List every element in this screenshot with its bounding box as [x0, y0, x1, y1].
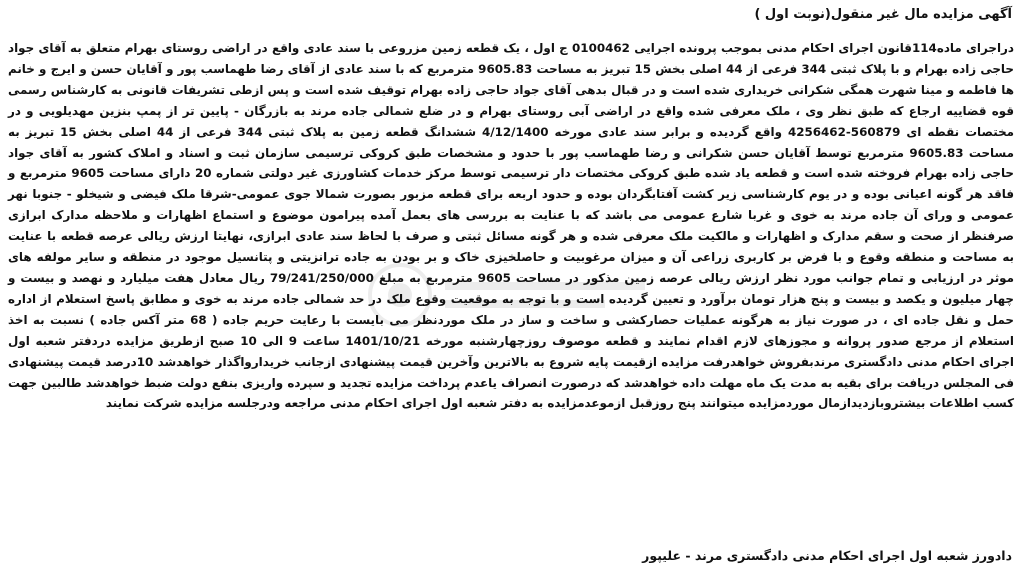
auction-notice — [8, 4, 1016, 569]
notice-body: دراجرای ماده114قانون اجرای احکام مدنی بموجب پرونده اجرایی 0100462 ج اول ، یک قطعه زمین مزروعی با سند عادی واقع در اراضی روستای بهرام متعلق به آقای جواد حاجی زاده بهرام و با پلاک ثبتی 344 فرعی از 44 اصلی بخش 15 تبریز به مساحت 9605.83 مترمربع که با سند عادی از آقای رضا طهماسب پور و آقایان حسن و ایرج و خانم ها فاطمه و مینا شهرت همگی شکرانی خریداری شده است و در قبال بدهی آقای جواد حاجی زاده بهرام توقیف شده است و پس ازطی تشریفات قانونی به کارشناس رسمی قوه قضاییه ارجاع که طبق نظر وی ، ملک معرفی شده واقع در اراضی آبی روستای بهرام و در ضلع شمالی جاده مرند به بازرگان - پایین تر از پمپ بنزین مهدیلویی و در مختصات نقطه ای 560879-4256462 واقع گردیده و برابر سند عادی مورخه 4/12/1400 ششدانگ قطعه زمین به پلاک ثبتی 344 فرعی از 44 اصلی بخش 15 تبریز به مساحت 9605.83 مترمربع توسط آقایان حسن شکرانی و رضا طهماسب پور با حدود و مشخصات طبق کروکی ترسیمی سازمان ثبت و اسناد و املاک کشور به آقای جواد حاجی زاده بهرام فروخته شده است و قطعه یاد شده طبق کروکی مختصات دار ترسیمی توسط مرکز خدمات کشاورزی غیر دولتی شماره 20 دارای مساحت 9605 مترمربع و فاقد هر گونه اعیانی بوده و در یوم کارشناسی زیر کشت آفتابگردان بوده و حدود اربعه برای قطعه مزبور بصورت شمالا جوی عمومی-شرقا ملک فیضی و شیخلو - جنوبا نهر عمومی و ورای آن جاده مرند به خوی و غربا شارع عمومی می باشد که با عنایت به بررسی های بعمل آمده پیرامون موضوع و استماع اظهارات و ملاحظه مدارک ابرازی صرفنظر از صحت و سقم مدارک و اظهارات و مالکیت ملک معرفی شده و هر گونه مسائل ثبتی و صرف با لحاظ سند عادی ابرازی، نهایتا ارزش ریالی عرصه قطعه با عنایت به مساحت و منطقه وقوع و با فرض بر کاربری زراعی آن و میزان مرغوبیت و حاصلخیزی خاک و بر بودن به جاده ترانزیتی و پتانسیل موجود در منطقه و سایر مولفه های موثر در ارزیابی و تمام جوانب مورد نظر ارزش ریالی عرصه زمین مذکور در مساحت 9605 مترمربع به مبلغ 79/241/250/000 ریال معادل هفت میلیارد و نهصد و بیست و چهار میلیون و یکصد و بیست و پنج هزار تومان برآورد و تعیین گردیده است و با توجه به موقعیت وقوع ملک در حد شمالی جاده مرند به خوی و مطابق پاسخ استعلام از اداره حمل و نقل جاده ای ، در صورت نیاز به هرگونه عملیات حصارکشی و ساخت و ساز در ملک موردنظر می بایست با رعایت حریم جاده ( 68 متر آکس جاده ) نسبت به اخذ استعلام از مرجع صدور پروانه و مجوزهای لازم اقدام نمایند و قطعه موصوف روزچهارشنبه مورخه 1401/10/21 ساعت 9 الی 10 صبح ازطریق مزایده دردفتر شعبه اول اجرای احکام مدنی دادگستری مرندبفروش خواهدرفت مزایده ازقیمت پایه شروع به بالاترین وآخرین قیمت پیشنهادی ازجانب خریدارواگذار خواهدشد 10درصد قیمت پیشنهادی فی المجلس دریافت برای بقیه به مدت یک ماه مهلت داده خواهدشد که درصورت انصراف یاعدم پرداخت مزایده تجدید و سپرده واریزی بنفع دولت ضبط خواهدشد طالبین جهت کسب اطلاعات بیشتروبازدیدازمال موردمزایده میتوانند پنج روزقبل ازموعدمزایده به دفتر شعبه اول اجرای احکام مدنی مراجعه ودرجلسه مزایده شرکت نمایند — [8, 41, 1015, 411]
notice-title: آگهی مزایده مال غیر منقول(نوبت اول ) — [754, 7, 1012, 22]
notice-signature: دادورز شعبه اول اجرای احکام مدنی دادگستری مرند - علیپور — [642, 548, 1012, 563]
